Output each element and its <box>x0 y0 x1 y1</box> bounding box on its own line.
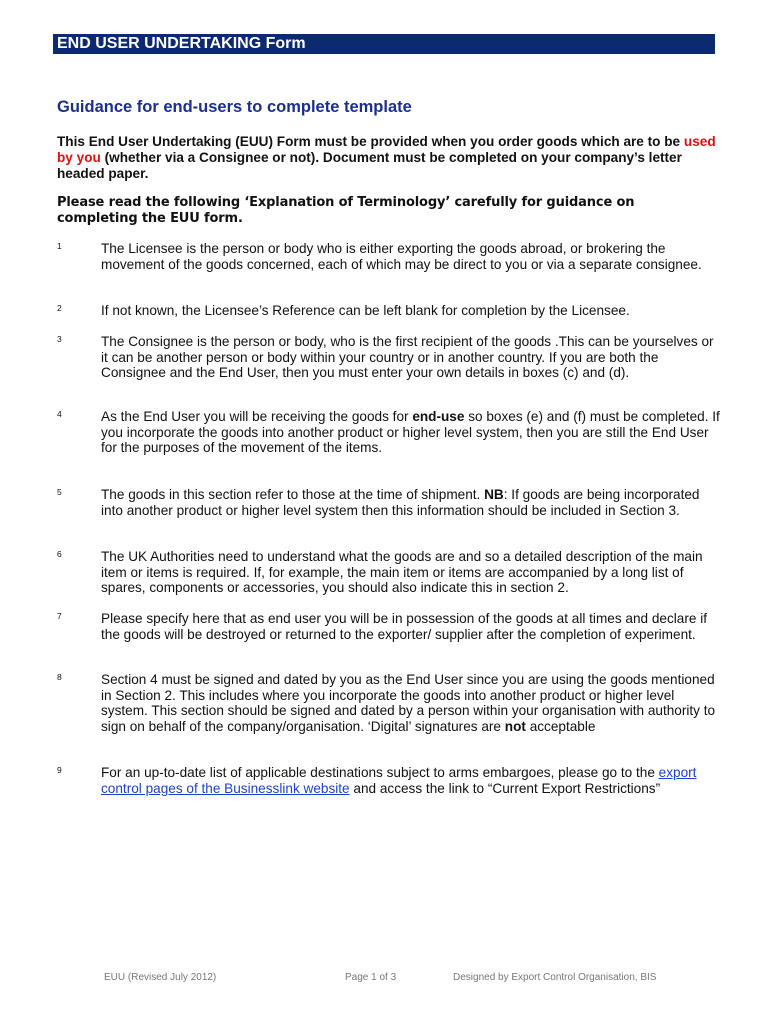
note-text <box>101 765 721 796</box>
note-text-part: so boxes (e) and (f) must be completed. If you incorporate the goods into another product or higher level system, then you are still the End User for the purposes of the movement of the items. <box>101 409 720 456</box>
note-text: The Consignee is the person or body, who is the first recipient of the goods .This can be yourselves or it can be another person or body within your country or in another country. If you are both the Consignee and the End User, then you must enter your own details in boxes (c) and (d). <box>101 334 714 381</box>
footer-designer: Designed by Export Control Organisation, BIS <box>453 972 657 983</box>
note-text <box>101 409 721 456</box>
note-text-part: As the End User you will be receiving the goods for <box>101 409 413 424</box>
note-number: 8 <box>57 672 62 682</box>
note-number: 3 <box>57 334 62 344</box>
read-instruction: Please read the following ‘Explanation of Terminology’ carefully for guidance on completing the EUU form. <box>57 195 635 226</box>
note-text: Please specify here that as end user you will be in possession of the goods at all times and declare if the goods will be destroyed or returned to the exporter/ supplier after the completion of experiment. <box>101 611 708 642</box>
note-number: 5 <box>57 487 62 497</box>
note-number: 6 <box>57 549 62 559</box>
note-number: 7 <box>57 611 62 621</box>
guidance-heading: Guidance for end-users to complete template <box>57 98 412 116</box>
footer-page-number: Page 1 of 3 <box>345 972 397 983</box>
intro-paragraph <box>57 134 717 182</box>
note-text: If not known, the Licensee’s Reference can be left blank for completion by the Licensee. <box>101 303 630 318</box>
form-title: END USER UNDERTAKING Form <box>57 35 306 52</box>
businesslink-link[interactable]: export control pages of the Businesslink website <box>101 765 697 796</box>
intro-text-1: This End User Undertaking (EUU) Form must be provided when you order goods which are to be <box>57 134 684 149</box>
note-number: 2 <box>57 303 62 313</box>
note-text: The Licensee is the person or body who is either exporting the goods abroad, or brokering the movement of the goods concerned, each of which may be direct to you or via a separate consignee. <box>101 241 702 272</box>
note-text-part: and access the link to “Current Export Restrictions” <box>349 780 661 796</box>
note-text-part: : If goods are being incorporated into another product or higher level system then this information should be included in Section 3. <box>101 487 700 518</box>
footer-version: EUU (Revised July 2012) <box>104 972 217 983</box>
note-number: 9 <box>57 765 62 775</box>
note-number: 1 <box>57 241 62 251</box>
intro-highlight: used by you <box>57 134 716 165</box>
note-bold-term: end-use <box>412 409 465 424</box>
note-number: 4 <box>57 409 62 419</box>
note-bold-term: NB <box>484 487 504 502</box>
note-text <box>101 487 721 518</box>
form-title-banner <box>53 34 715 54</box>
note-text-part: For an up-to-date list of applicable destinations subject to arms embargoes, please go to the <box>101 765 659 780</box>
note-text-part: Section 4 must be signed and dated by you as the End User since you are using the goods mentioned in Section 2. This includes where you incorporate the goods into another product or higher level system. This section should be signed and dated by a person within your organisation with authority to sign on behalf of the company/organisation. ‘Digital’ signatures are <box>101 672 716 734</box>
note-text-part: The goods in this section refer to those at the time of shipment. <box>101 487 485 502</box>
intro-text-2: (whether via a Consignee or not). Document must be completed on your company’s letter headed paper. <box>57 150 682 181</box>
note-bold-term: not <box>504 718 526 734</box>
note-text-part: acceptable <box>525 718 596 734</box>
note-text <box>101 672 721 734</box>
note-text: The UK Authorities need to understand what the goods are and so a detailed description of the main item or items is required. If, for example, the main item or items are accompanied by a long list of spares, components or accessories, you should also indicate this in section 2. <box>101 549 703 596</box>
